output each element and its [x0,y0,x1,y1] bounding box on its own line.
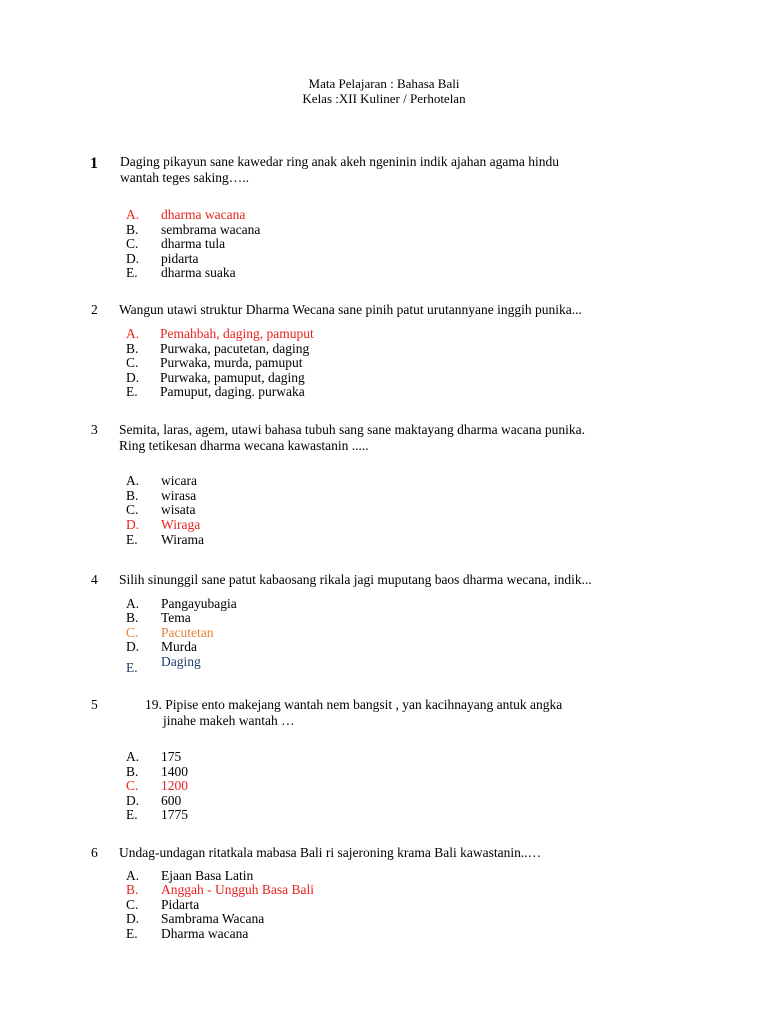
question-number: 2 [91,302,98,317]
question-stem: Semita, laras, agem, utawi bahasa tubuh sang sane maktayang dharma wacana punika. Ring tetikesan dharma wecana kawastanin ..... [119,422,585,453]
subject-line: Mata Pelajaran : Bahasa Bali [308,76,460,91]
question-number: 5 [91,697,98,712]
question-number: 6 [91,845,98,860]
class-line: Kelas :XII Kuliner / Perhotelan [302,91,466,106]
question-number: 3 [91,422,98,437]
question-stem: Wangun utawi struktur Dharma Wecana sane pinih patut urutannyane inggih punika... [119,302,582,317]
question-stem: Daging pikayun sane kawedar ring anak akeh ngeninin indik ajahan agama hindu wantah teges saking….. [120,154,559,185]
question-stem: Silih sinunggil sane patut kabaosang rikala jagi muputang baos dharma wecana, indik... [119,572,592,587]
question-stem: Undag-undagan ritatkala mabasa Bali ri sajeroning krama Bali kawastanin..… [119,845,542,860]
document-title [0,76,768,106]
question-number: 4 [91,572,98,587]
question-stem: 19. Pipise ento makejang wantah nem bangsit , yan kacihnayang antuk angka jinahe makeh wantah … [145,697,563,728]
question-number: 1 [90,155,98,172]
